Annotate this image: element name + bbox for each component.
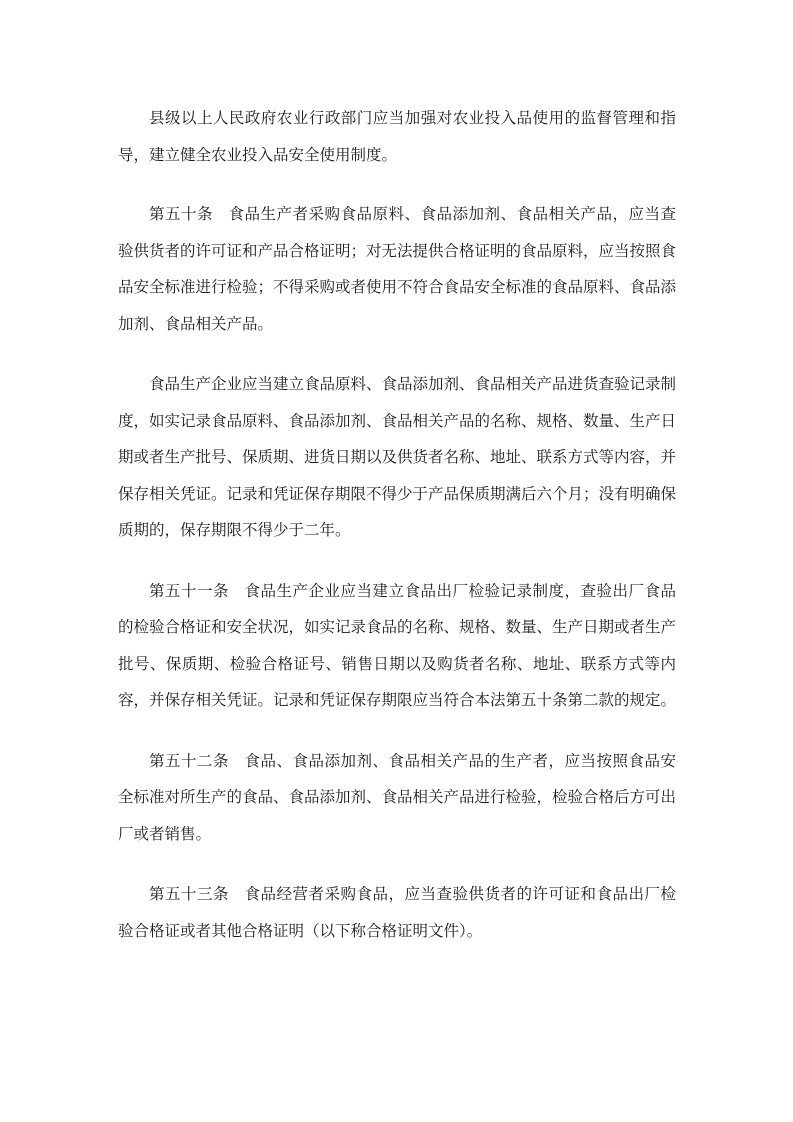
article-53-number: 第五十三条 — [149, 885, 229, 903]
article-52-text: 食品、食品添加剂、食品相关产品的生产者，应当按照食品安全标准对所生产的食品、食品添加剂、食品相关产品进行检验，检验合格后方可出厂或者销售。 — [118, 751, 677, 843]
paragraph-1 — [118, 100, 676, 173]
paragraph-1-text: 县级以上人民政府农业行政部门应当加强对农业投入品使用的监督管理和指导，建立健全农业投入品安全使用制度。 — [118, 109, 676, 164]
paragraph-3-text: 食品生产企业应当建立食品原料、食品添加剂、食品相关产品进货查验记录制度，如实记录食品原料、食品添加剂、食品相关产品的名称、规格、数量、生产日期或者生产批号、保质期、进货日期以及供货者名称、地址、联系方式等内容，并保存相关凭证。记录和凭证保存期限不得少于产品保质期满后六个月；没有明确保质期的，保存期限不得少于二年。 — [118, 375, 677, 539]
article-50-number: 第五十条 — [149, 205, 213, 223]
article-52 — [118, 743, 676, 853]
article-51-number: 第五十一条 — [149, 581, 229, 600]
article-53-text: 食品经营者采购食品，应当查验供货者的许可证和食品出厂检验合格证或者其他合格证明（以下称合格证明文件）。 — [118, 885, 676, 940]
article-51 — [118, 573, 676, 719]
paragraph-3 — [118, 366, 676, 549]
article-50 — [118, 196, 676, 342]
article-51-text: 食品生产企业应当建立食品出厂检验记录制度，查验出厂食品的检验合格证和安全状况，如实记录食品的名称、规格、数量、生产日期或者生产批号、保质期、检验合格证号、销售日期以及购货者名称、地址、联系方式等内容，并保存相关凭证。记录和凭证保存期限应当符合本法第五十条第二款的规定。 — [118, 581, 677, 709]
article-53 — [118, 876, 676, 949]
article-50-text: 食品生产者采购食品原料、食品添加剂、食品相关产品，应当查验供货者的许可证和产品合格证明；对无法提供合格证明的食品原料，应当按照食品安全标准进行检验；不得采购或者使用不符合食品安全标准的食品原料、食品添加剂、食品相关产品。 — [118, 205, 677, 333]
document-page — [118, 100, 676, 973]
article-52-number: 第五十二条 — [149, 751, 229, 770]
